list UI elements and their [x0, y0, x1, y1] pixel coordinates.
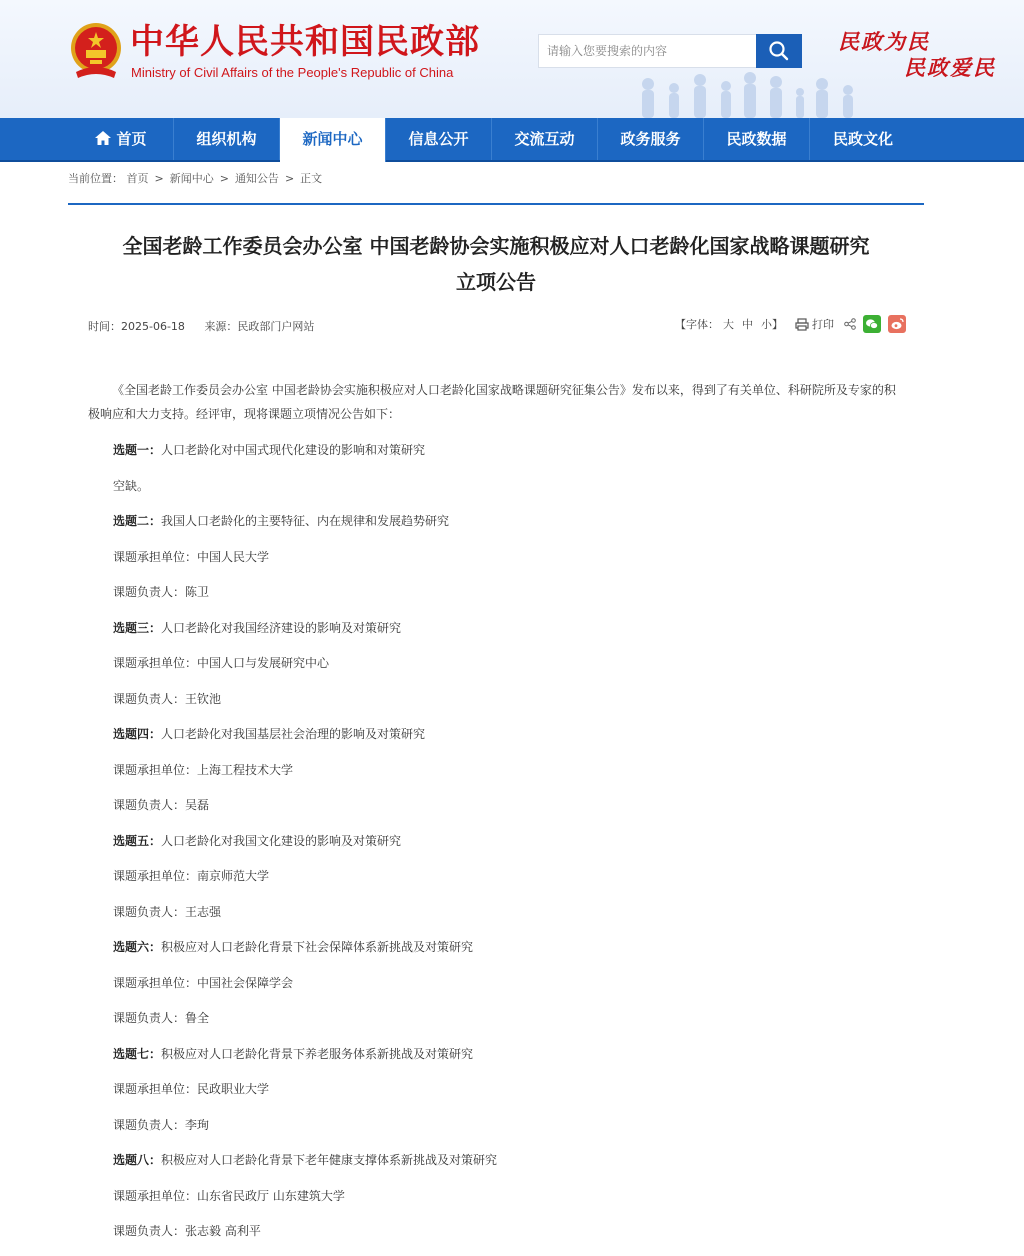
nav-item-info-disclosure[interactable]: 信息公开: [386, 118, 492, 160]
crowd-silhouette-decoration: [630, 72, 870, 118]
font-size-large[interactable]: 大: [723, 318, 734, 331]
nav-item-label: 首页: [116, 130, 147, 148]
search-icon: [768, 40, 790, 62]
weibo-share-icon[interactable]: [888, 315, 906, 333]
font-size-medium[interactable]: 中: [742, 318, 753, 331]
national-emblem-icon: [68, 22, 124, 80]
article-source: 来源：民政部门户网站: [204, 320, 315, 333]
printer-icon: [795, 318, 809, 331]
topic-7-heading: [88, 1042, 906, 1066]
topic-3-heading: [88, 616, 906, 640]
article-intro: 《全国老龄工作委员会办公室 中国老龄协会实施积极应对人口老龄化国家战略课题研究征集公告》发布以来，得到了有关单位、科研院所及专家的积极响应和大力支持。经评审，现将课题立项情况公告如下：: [88, 383, 896, 421]
topic-8-heading: [88, 1148, 906, 1172]
share-icon[interactable]: [844, 318, 856, 330]
search-box: [538, 34, 802, 68]
topic-1-heading: [88, 438, 906, 462]
breadcrumb-news[interactable]: 新闻中心: [169, 172, 214, 185]
topic-label: 选题五：: [113, 833, 162, 848]
topic-4-heading: [88, 722, 906, 746]
slogan-1: 民政为民: [838, 29, 930, 54]
wechat-share-icon[interactable]: [863, 315, 881, 333]
topic-title: 人口老龄化对我国基层社会治理的影响及对策研究: [161, 727, 426, 741]
topic-label: 选题七：: [113, 1046, 162, 1061]
site-subtitle: Ministry of Civil Affairs of the People's Republic of China: [131, 65, 454, 80]
article-meta: [88, 318, 906, 338]
article-body: [88, 378, 906, 1255]
print-label: 打印: [812, 318, 834, 331]
nav-item-interaction[interactable]: 交流互动: [492, 118, 598, 160]
topic-8-leader: 课题负责人：张志毅 高利平: [113, 1224, 261, 1238]
font-size-label: 【字体：: [675, 318, 719, 331]
article-title-line-1: 全国老龄工作委员会办公室 中国老龄协会实施积极应对人口老龄化国家战略课题研究: [122, 234, 870, 258]
topic-5-leader: 课题负责人：王志强: [113, 904, 222, 919]
breadcrumb-current: 正文: [300, 172, 323, 185]
breadcrumb-label: 当前位置：: [68, 172, 123, 185]
nav-item-services[interactable]: 政务服务: [598, 118, 704, 160]
topic-label: 选题一：: [113, 443, 162, 457]
topic-2-leader: 课题负责人：陈卫: [113, 585, 210, 599]
topic-3-unit: 课题承担单位：中国人口与发展研究中心: [113, 656, 330, 670]
search-input[interactable]: [539, 35, 757, 67]
topic-title: 积极应对人口老龄化背景下老年健康支撑体系新挑战及对策研究: [161, 1153, 498, 1167]
divider: [68, 203, 924, 205]
topic-label: 选题六：: [113, 940, 162, 954]
topic-5-unit: 课题承担单位：南京师范大学: [113, 869, 270, 883]
topic-label: 选题八：: [113, 1153, 162, 1167]
topic-title: 积极应对人口老龄化背景下社会保障体系新挑战及对策研究: [161, 940, 474, 954]
topic-6-heading: [88, 935, 906, 959]
breadcrumb: 当前位置： 首页 > 新闻中心 > 通知公告 > 正文: [68, 172, 323, 185]
font-size-control: [675, 316, 783, 332]
topic-4-leader: 课题负责人：吴磊: [113, 798, 210, 812]
topic-3-leader: 课题负责人：王钦池: [113, 691, 222, 706]
topic-7-unit: 课题承担单位：民政职业大学: [113, 1082, 270, 1096]
header-banner: [0, 0, 1024, 118]
article-title: [88, 228, 904, 300]
topic-7-leader: 课题负责人：李珣: [113, 1117, 210, 1132]
topic-label: 选题二：: [113, 514, 162, 528]
topic-title: 积极应对人口老龄化背景下养老服务体系新挑战及对策研究: [161, 1046, 474, 1061]
topic-title: 人口老龄化对我国文化建设的影响及对策研究: [161, 833, 402, 848]
nav-item-news[interactable]: 新闻中心: [280, 118, 386, 162]
article-title-line-2: 立项公告: [456, 270, 536, 294]
publish-date: 时间：2025-06-18: [88, 320, 185, 333]
font-size-small[interactable]: 小】: [761, 318, 783, 331]
topic-6-unit: 课题承担单位：中国社会保障学会: [113, 975, 294, 990]
print-button[interactable]: [795, 316, 834, 332]
nav-item-data[interactable]: 民政数据: [704, 118, 810, 160]
topic-5-heading: [88, 829, 906, 853]
topic-8-unit: 课题承担单位：山东省民政厅 山东建筑大学: [113, 1188, 345, 1203]
topic-4-unit: 课题承担单位：上海工程技术大学: [113, 762, 294, 777]
search-button[interactable]: [756, 34, 802, 68]
topic-label: 选题四：: [113, 727, 162, 741]
main-nav: [0, 118, 1024, 162]
topic-title: 人口老龄化对中国式现代化建设的影响和对策研究: [161, 443, 426, 457]
breadcrumb-home[interactable]: 首页: [126, 172, 149, 185]
nav-item-home[interactable]: [68, 118, 174, 160]
site-title[interactable]: 中华人民共和国民政部: [130, 22, 480, 62]
topic-2-heading: [88, 509, 906, 533]
topic-title: 我国人口老龄化的主要特征、内在规律和发展趋势研究: [161, 514, 450, 528]
topic-2-unit: 课题承担单位：中国人民大学: [113, 549, 270, 564]
topic-1-note: 空缺。: [113, 478, 150, 493]
nav-item-organization[interactable]: 组织机构: [174, 118, 280, 160]
slogan-2: 民政爱民: [904, 55, 996, 80]
topic-6-leader: 课题负责人：鲁全: [113, 1011, 210, 1025]
topic-title: 人口老龄化对我国经济建设的影响及对策研究: [161, 620, 402, 635]
home-icon: [94, 130, 112, 146]
topic-label: 选题三：: [113, 620, 162, 635]
nav-item-culture[interactable]: 民政文化: [832, 130, 893, 148]
breadcrumb-notices[interactable]: 通知公告: [234, 172, 279, 185]
